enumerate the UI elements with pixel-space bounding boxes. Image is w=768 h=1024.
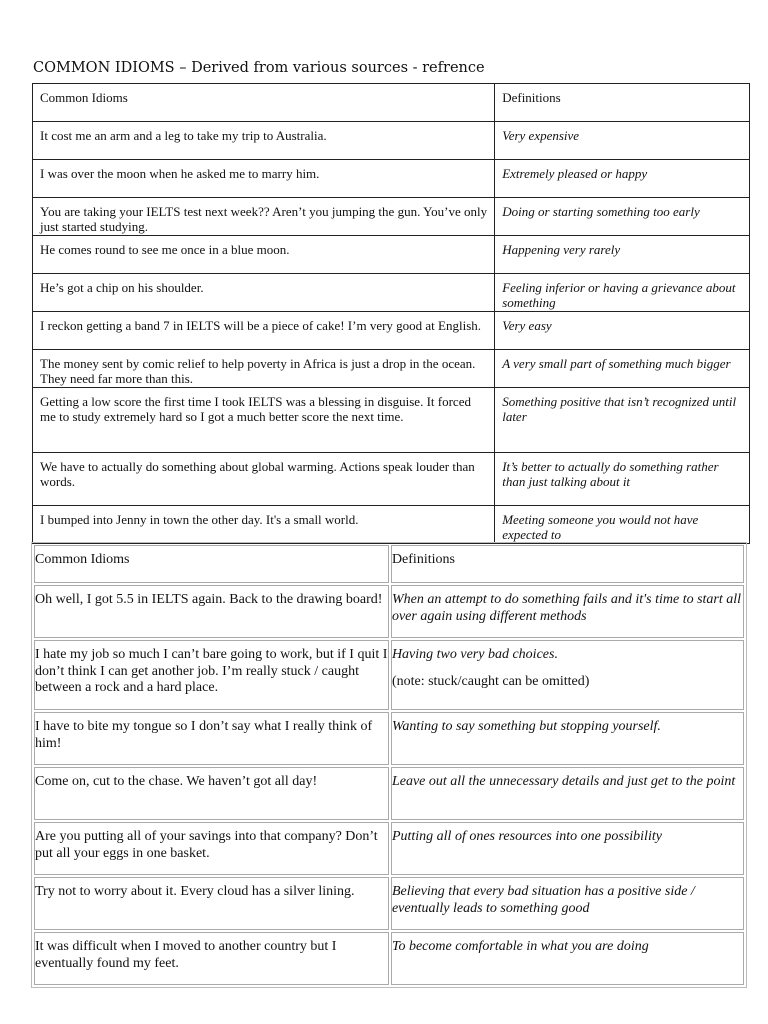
idiom-cell: The money sent by comic relief to help poverty in Africa is just a drop in the ocean. They need far more than this. xyxy=(33,350,495,388)
idiom-cell: Getting a low score the first time I took IELTS was a blessing in disguise. It forced me to study extremely hard so I got a much better score the next time. xyxy=(33,388,495,453)
idiom-cell: I have to bite my tongue so I don’t say what I really think of him! xyxy=(34,712,389,765)
header-common-idioms: Common Idioms xyxy=(33,84,495,122)
definition-cell: Meeting someone you would not have expected to xyxy=(495,506,750,544)
idiom-cell: I reckon getting a band 7 in IELTS will be a piece of cake! I’m very good at English. xyxy=(33,312,495,350)
header-definitions: Definitions xyxy=(391,545,744,583)
table-row xyxy=(34,932,744,985)
idiom-cell: I hate my job so much I can’t bare going to work, but if I quit I don’t think I can get another job. I’m really stuck / caught between a rock and a hard place. xyxy=(34,640,389,710)
table-row xyxy=(33,160,750,198)
definition-cell xyxy=(391,640,744,710)
table-row xyxy=(34,712,744,765)
definition-cell: Very expensive xyxy=(495,122,750,160)
table-row xyxy=(33,236,750,274)
table-row xyxy=(33,506,750,544)
idiom-cell: Come on, cut to the chase. We haven’t got all day! xyxy=(34,767,389,820)
idiom-cell: He comes round to see me once in a blue moon. xyxy=(33,236,495,274)
table-row xyxy=(34,767,744,820)
idiom-cell: We have to actually do something about global warming. Actions speak louder than words. xyxy=(33,453,495,506)
definition-cell: Believing that every bad situation has a positive side / eventually leads to something good xyxy=(391,877,744,930)
idiom-cell: He’s got a chip on his shoulder. xyxy=(33,274,495,312)
idiom-cell: I was over the moon when he asked me to marry him. xyxy=(33,160,495,198)
idiom-cell: Try not to worry about it. Every cloud has a silver lining. xyxy=(34,877,389,930)
idiom-cell: It was difficult when I moved to another country but I eventually found my feet. xyxy=(34,932,389,985)
table-row xyxy=(33,198,750,236)
page-title: COMMON IDIOMS – Derived from various sources - refrence xyxy=(33,60,485,76)
definition-cell: Extremely pleased or happy xyxy=(495,160,750,198)
idioms-table-1 xyxy=(32,83,750,544)
definition-cell: To become comfortable in what you are doing xyxy=(391,932,744,985)
definition-cell: A very small part of something much bigger xyxy=(495,350,750,388)
table-header-row xyxy=(34,545,744,583)
table-row xyxy=(33,274,750,312)
table-row xyxy=(34,877,744,930)
idiom-cell: Oh well, I got 5.5 in IELTS again. Back to the drawing board! xyxy=(34,585,389,638)
definition-cell: Happening very rarely xyxy=(495,236,750,274)
definition-cell: Leave out all the unnecessary details and just get to the point xyxy=(391,767,744,820)
definition-cell: Putting all of ones resources into one possibility xyxy=(391,822,744,875)
idiom-cell: You are taking your IELTS test next week?? Aren’t you jumping the gun. You’ve only just started studying. xyxy=(33,198,495,236)
table-row xyxy=(34,640,744,710)
idiom-cell: I bumped into Jenny in town the other day. It's a small world. xyxy=(33,506,495,544)
definition-cell: Very easy xyxy=(495,312,750,350)
table-row xyxy=(33,350,750,388)
idioms-table-2 xyxy=(31,542,747,988)
table-row xyxy=(34,585,744,638)
table-row xyxy=(33,388,750,453)
definition-text: Having two very bad choices. xyxy=(391,647,558,662)
definition-cell: Feeling inferior or having a grievance about something xyxy=(495,274,750,312)
definition-note: (note: stuck/caught can be omitted) xyxy=(391,673,590,689)
definition-cell: Wanting to say something but stopping yourself. xyxy=(391,712,744,765)
table-row xyxy=(34,822,744,875)
table-header-row xyxy=(33,84,750,122)
definition-cell: Doing or starting something too early xyxy=(495,198,750,236)
definition-cell: Something positive that isn’t recognized until later xyxy=(495,388,750,453)
idiom-cell: Are you putting all of your savings into that company? Don’t put all your eggs in one basket. xyxy=(34,822,389,875)
table-row xyxy=(33,122,750,160)
definition-cell: It’s better to actually do something rather than just talking about it xyxy=(495,453,750,506)
header-definitions: Definitions xyxy=(495,84,750,122)
header-common-idioms: Common Idioms xyxy=(34,545,389,583)
table-row xyxy=(33,312,750,350)
idiom-cell: It cost me an arm and a leg to take my trip to Australia. xyxy=(33,122,495,160)
definition-cell: When an attempt to do something fails and it's time to start all over again using different methods xyxy=(391,585,744,638)
table-row xyxy=(33,453,750,506)
